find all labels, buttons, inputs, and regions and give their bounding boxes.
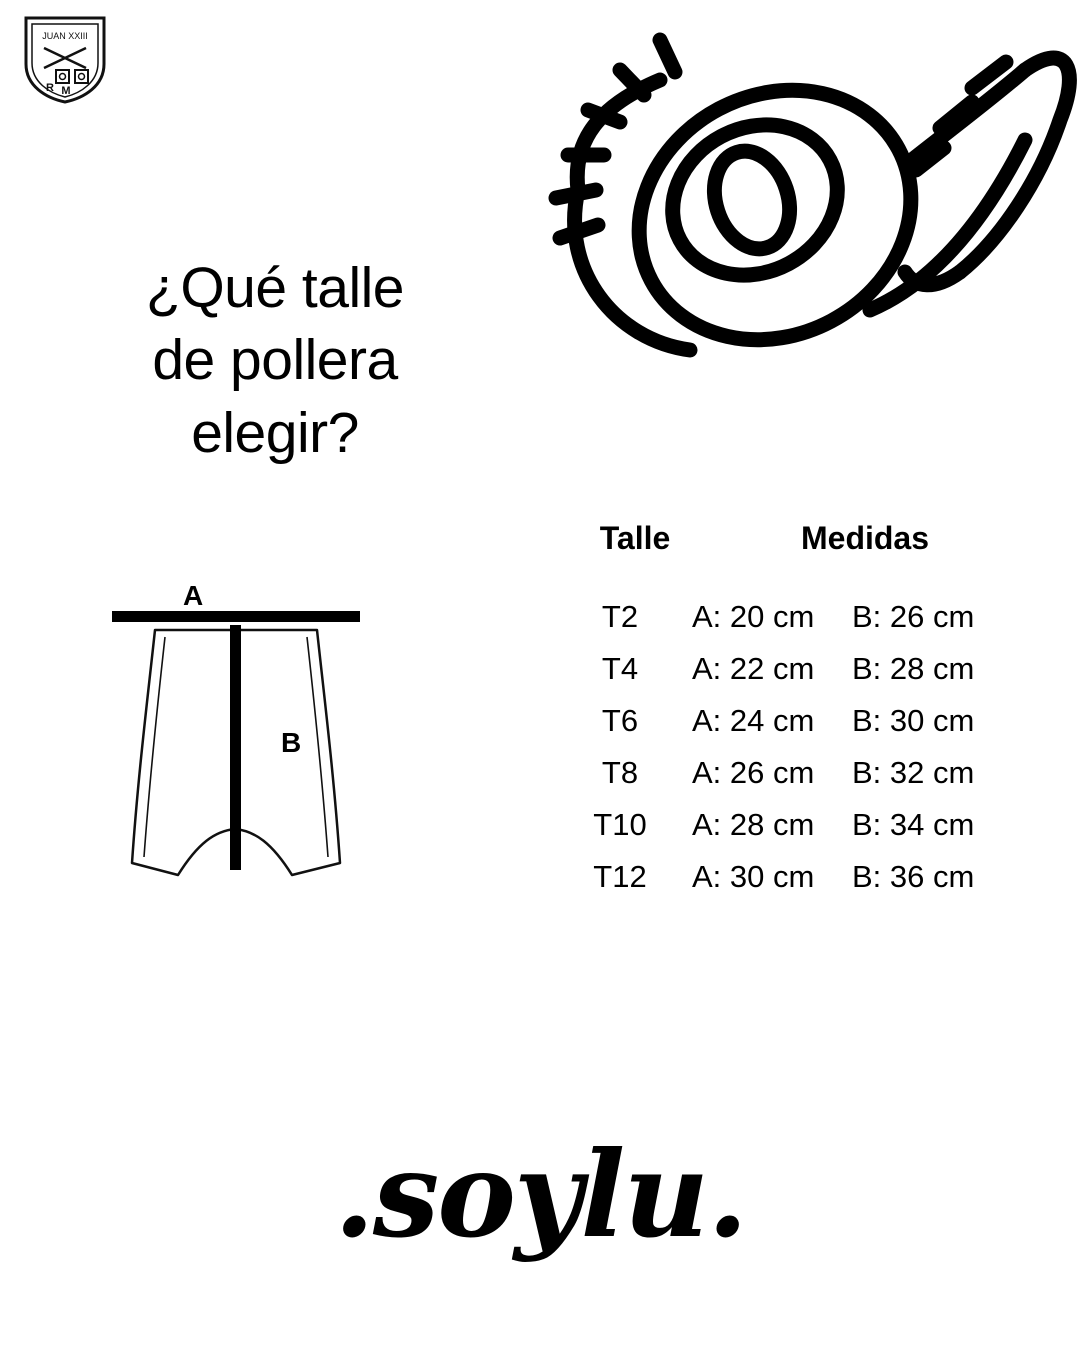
column-header-talle: Talle (599, 520, 671, 556)
cell-measure-a: A: 30 cm (692, 859, 815, 894)
skirt-diagram (110, 575, 450, 915)
column-header-medidas: Medidas (800, 520, 930, 556)
svg-text:M: M (61, 85, 71, 97)
cell-measure-a: A: 26 cm (692, 755, 815, 790)
cell-talle: T10 (593, 807, 647, 842)
table-row (560, 747, 1040, 799)
crest-icon (20, 12, 110, 107)
measuring-tape-icon (520, 10, 1080, 430)
page-title-line-3: elegir? (191, 400, 359, 465)
measure-label-a: A (183, 580, 204, 611)
page-title (60, 252, 490, 469)
table-row (560, 643, 1040, 695)
page-title-line-2: de pollera (152, 328, 398, 393)
cell-talle: T4 (601, 651, 639, 686)
skirt-icon (110, 575, 450, 915)
cell-measure-b: B: 30 cm (852, 703, 975, 738)
crest-letters: R (46, 82, 54, 94)
cell-measure-a: A: 28 cm (692, 807, 815, 842)
cell-talle: T6 (601, 703, 639, 738)
cell-measure-a: A: 24 cm (692, 703, 815, 738)
cell-talle: T12 (593, 859, 647, 894)
crest-top-text: JUAN XXIII (42, 31, 88, 41)
table-row (560, 851, 1040, 903)
cell-measure-b: B: 36 cm (852, 859, 975, 894)
cell-measure-b: B: 28 cm (852, 651, 975, 686)
size-table-header (560, 520, 1040, 591)
cell-measure-b: B: 34 cm (852, 807, 975, 842)
table-row (560, 799, 1040, 851)
page-title-line-1: ¿Qué talle (146, 256, 404, 320)
measuring-tape-illustration (520, 10, 1080, 430)
brand-wordmark: .soylu. (333, 1125, 747, 1264)
cell-measure-b: B: 26 cm (852, 599, 975, 634)
cell-talle: T8 (601, 755, 639, 790)
size-table (560, 520, 1040, 903)
measure-label-b: B (281, 727, 302, 758)
cell-measure-a: A: 22 cm (692, 651, 815, 686)
cell-talle: T2 (601, 599, 639, 634)
school-crest-logo (20, 12, 110, 107)
cell-measure-b: B: 32 cm (852, 755, 975, 790)
table-row (560, 695, 1040, 747)
table-row (560, 591, 1040, 643)
cell-measure-a: A: 20 cm (692, 599, 815, 634)
